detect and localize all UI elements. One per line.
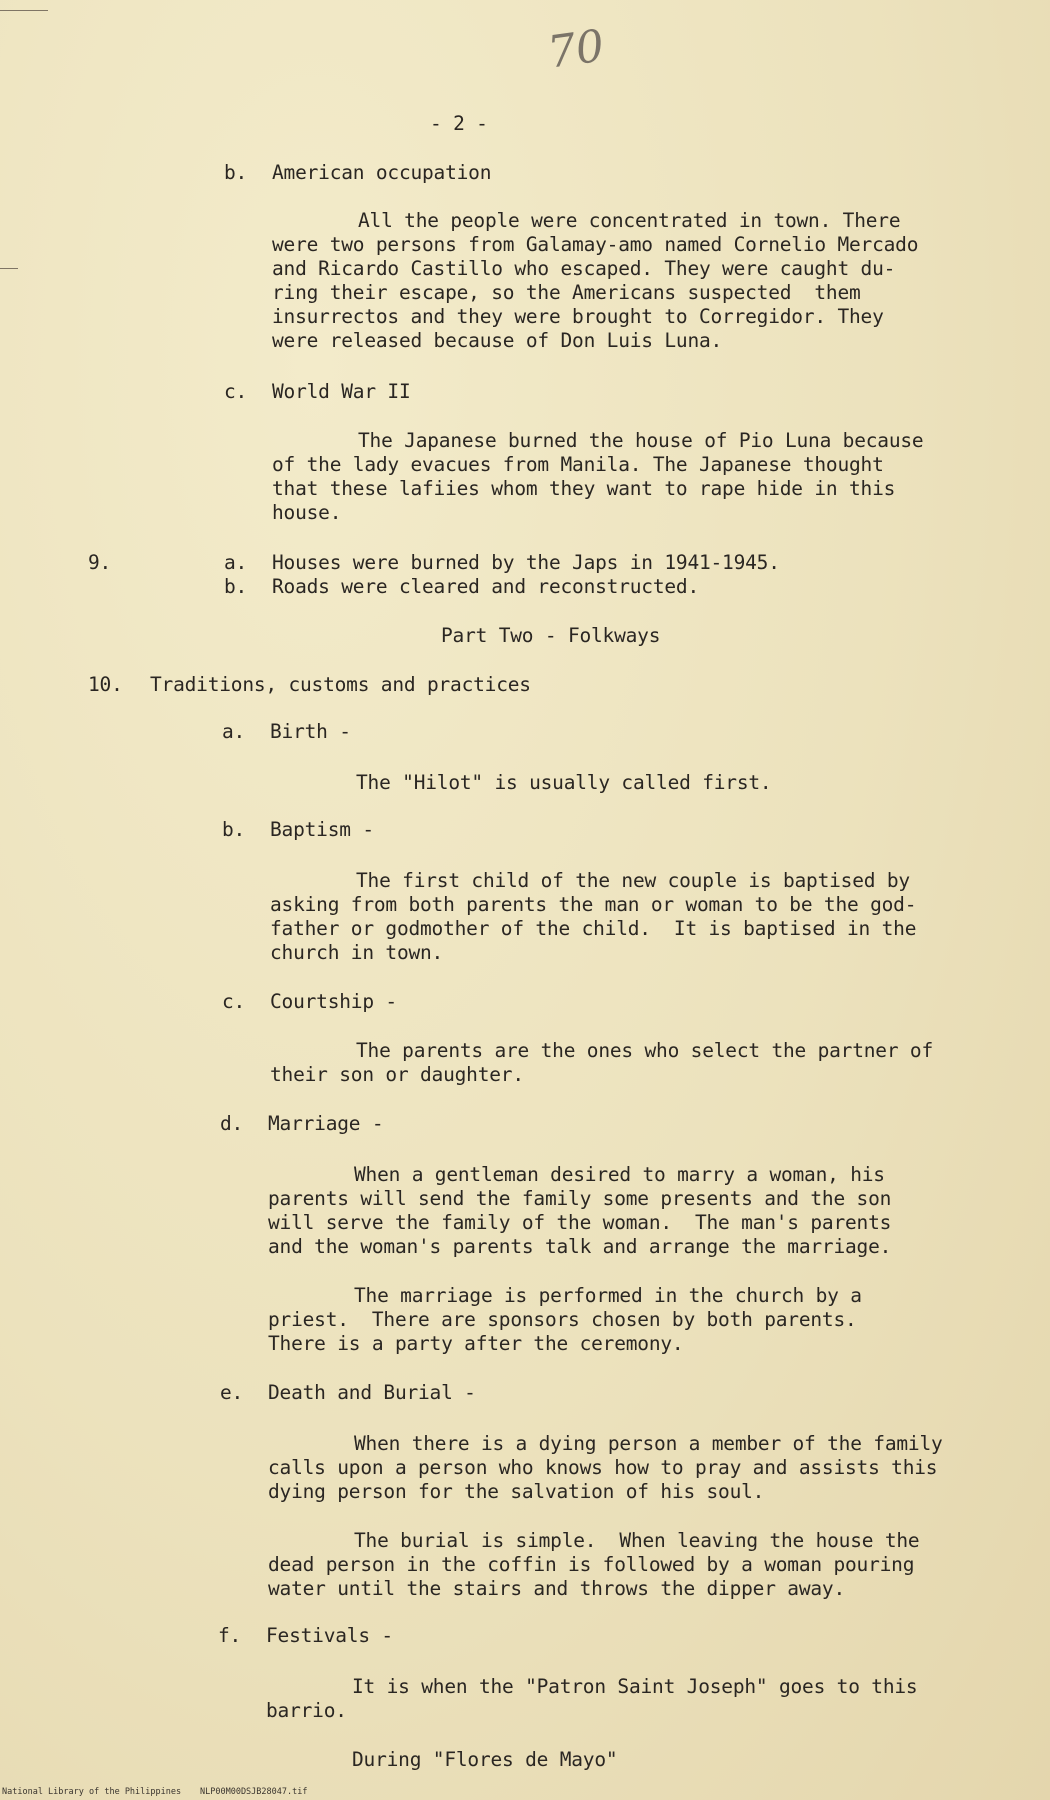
paragraph-line: When a gentleman desired to marry a woman, his [354,1163,885,1186]
paragraph-line: house. [272,501,342,524]
paragraph-line: All the people were concentrated in town. There [358,209,901,232]
birth-letter: a. [222,720,246,743]
paragraph-line: The Japanese burned the house of Pio Luna because [358,429,924,452]
section-8b-letter: b. [224,161,248,184]
paragraph-line: There is a party after the ceremony. [268,1332,684,1355]
festivals-heading: Festivals - [266,1624,393,1647]
section-9a-letter: a. [224,551,248,574]
section-8c-letter: c. [224,380,248,403]
paragraph-line: parents will send the family some presents and the son [268,1187,892,1210]
section-8c-heading: World War II [272,380,411,403]
paragraph-line: father or godmother of the child. It is baptised in the [270,917,917,940]
page-number: - 2 - [430,112,488,135]
paragraph-line: calls upon a person who knows how to pray and assists this [268,1456,938,1479]
paragraph-line: dead person in the coffin is followed by a woman pouring [268,1553,915,1576]
paragraph-line: of the lady evacues from Manila. The Japanese thought [272,453,884,476]
paragraph-line: and the woman's parents talk and arrange the marriage. [268,1235,892,1258]
paragraph-line: ring their escape, so the Americans suspected them [272,281,861,304]
paragraph-line: The parents are the ones who select the partner of [356,1039,933,1062]
paragraph-line: asking from both parents the man or woman to be the god- [270,893,917,916]
paragraph-line: water until the stairs and throws the dipper away. [268,1577,845,1600]
paragraph-line: The first child of the new couple is baptised by [356,869,910,892]
death-letter: e. [220,1381,244,1404]
baptism-letter: b. [222,818,246,841]
festivals-letter: f. [218,1624,242,1647]
baptism-heading: Baptism - [270,818,374,841]
courtship-letter: c. [222,990,246,1013]
paragraph-line: The burial is simple. When leaving the house the [354,1529,920,1552]
marriage-heading: Marriage - [268,1112,384,1135]
handwritten-page-number: 70 [544,20,608,79]
festivals-paragraph-2: During "Flores de Mayo" [352,1748,618,1771]
paragraph-line: The marriage is performed in the church by a [354,1284,862,1307]
paragraph-line: and Ricardo Castillo who escaped. They were caught du- [272,257,896,280]
paragraph-line: insurrectos and they were brought to Corregidor. They [272,305,884,328]
paragraph-line: their son or daughter. [270,1063,524,1086]
paragraph-line: priest. There are sponsors chosen by both parents. [268,1308,857,1331]
section-8b-heading: American occupation [272,161,492,184]
section-9b-letter: b. [224,575,248,598]
section-9-number: 9. [88,551,112,574]
section-9a-text: Houses were burned by the Japs in 1941-1945. [272,551,780,574]
part-two-title: Part Two - Folkways [441,624,661,647]
section-10-title: Traditions, customs and practices [150,673,531,696]
paragraph-line: were two persons from Galamay-amo named Cornelio Mercado [272,233,919,256]
left-edge-mark-top [0,10,48,11]
birth-line: The "Hilot" is usually called first. [356,771,772,794]
marriage-letter: d. [220,1112,244,1135]
paragraph-line: that these lafiies whom they want to rape hide in this [272,477,896,500]
paragraph-line: will serve the family of the woman. The man's parents [268,1211,892,1234]
footer-file-id: NLP00M00DSJB28047.tif [200,1787,308,1797]
death-heading: Death and Burial - [268,1381,476,1404]
section-9b-text: Roads were cleared and reconstructed. [272,575,699,598]
paragraph-line: church in town. [270,941,444,964]
paragraph-line: When there is a dying person a member of the family [354,1432,943,1455]
section-10-number: 10. [88,673,123,696]
paragraph-line: It is when the "Patron Saint Joseph" goes to this [352,1675,918,1698]
birth-heading: Birth - [270,720,351,743]
left-edge-mark-mid [0,268,18,269]
courtship-heading: Courtship - [270,990,397,1013]
paragraph-line: barrio. [266,1699,347,1722]
footer-archive-name: National Library of the Philippines [2,1787,182,1797]
paragraph-line: dying person for the salvation of his soul. [268,1480,765,1503]
paragraph-line: were released because of Don Luis Luna. [272,329,723,352]
